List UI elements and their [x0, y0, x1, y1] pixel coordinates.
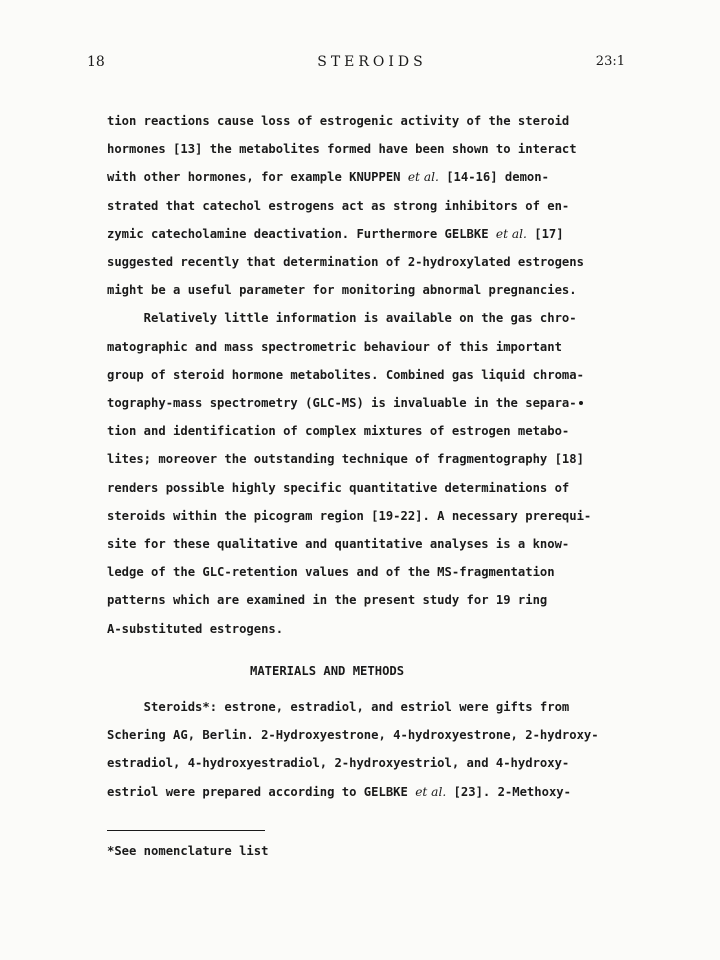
paragraph-2	[107, 304, 607, 642]
text-line	[107, 778, 607, 806]
volume-issue: 23:1	[595, 54, 625, 69]
text-line: renders possible highly specific quantitative determinations of	[107, 480, 570, 495]
text-segment: [14-16] demon-	[438, 170, 549, 185]
text-line: patterns which are examined in the present study for 19 ring	[107, 593, 548, 608]
text-line: matographic and mass spectrometric behaviour of this important	[107, 339, 562, 354]
text-line: group of steroid hormone metabolites. Combined gas liquid chroma-	[107, 367, 584, 382]
text-line: tography-mass spectrometry (GLC-MS) is invaluable in the separa-	[107, 396, 577, 411]
text-line: lites; moreover the outstanding technique of fragmentography [18]	[107, 452, 584, 467]
text-segment: [23]. 2-Methoxy-	[446, 784, 571, 799]
running-header	[0, 54, 720, 78]
text-segment: estriol were prepared according to GELBKE	[107, 784, 416, 799]
paragraph-1	[107, 107, 607, 304]
text-line: estradiol, 4-hydroxyestradiol, 2-hydroxyestriol, and 4-hydroxy-	[107, 756, 570, 771]
text-line: suggested recently that determination of 2-hydroxylated estrogens	[107, 255, 584, 270]
text-line: Steroids*: estrone, estradiol, and estriol were gifts from	[107, 700, 570, 715]
et-al-italic: et al.	[495, 226, 527, 241]
text-line: might be a useful parameter for monitoring abnormal pregnancies.	[107, 283, 577, 298]
footnote-divider	[107, 830, 265, 831]
text-line: Relatively little information is available on the gas chro-	[107, 311, 577, 326]
text-segment: zymic catecholamine deactivation. Furthermore GELBKE	[107, 226, 496, 241]
text-line: Schering AG, Berlin. 2-Hydroxyestrone, 4-hydroxyestrone, 2-hydroxy-	[107, 728, 599, 743]
text-line: A-substituted estrogens.	[107, 621, 284, 636]
text-line: strated that catechol estrogens act as strong inhibitors of en-	[107, 198, 570, 213]
et-al-italic: et al.	[407, 170, 439, 185]
text-line: site for these qualitative and quantitative analyses is a know-	[107, 537, 570, 552]
page-number: 18	[87, 54, 105, 70]
et-al-italic: et al.	[415, 784, 447, 799]
text-line: tion and identification of complex mixtures of estrogen metabo-	[107, 424, 570, 439]
text-line: tion reactions cause loss of estrogenic activity of the steroid	[107, 114, 570, 128]
journal-title: STEROIDS	[317, 54, 427, 70]
text-line: hormones [13] the metabolites formed have been shown to interact	[107, 142, 577, 157]
text-line	[107, 163, 607, 191]
text-segment: [17]	[526, 226, 564, 241]
text-line: steroids within the picogram region [19-22]. A necessary prerequi-	[107, 508, 592, 523]
ink-speck	[579, 401, 583, 405]
text-line	[107, 220, 607, 248]
text-segment: with other hormones, for example KNUPPEN	[107, 170, 408, 185]
article-body	[107, 107, 607, 806]
paragraph-3	[107, 693, 607, 806]
text-line: ledge of the GLC-retention values and of the MS-fragmentation	[107, 565, 555, 580]
section-heading: MATERIALS AND METHODS	[250, 663, 405, 678]
footnote: *See nomenclature list	[107, 844, 269, 858]
